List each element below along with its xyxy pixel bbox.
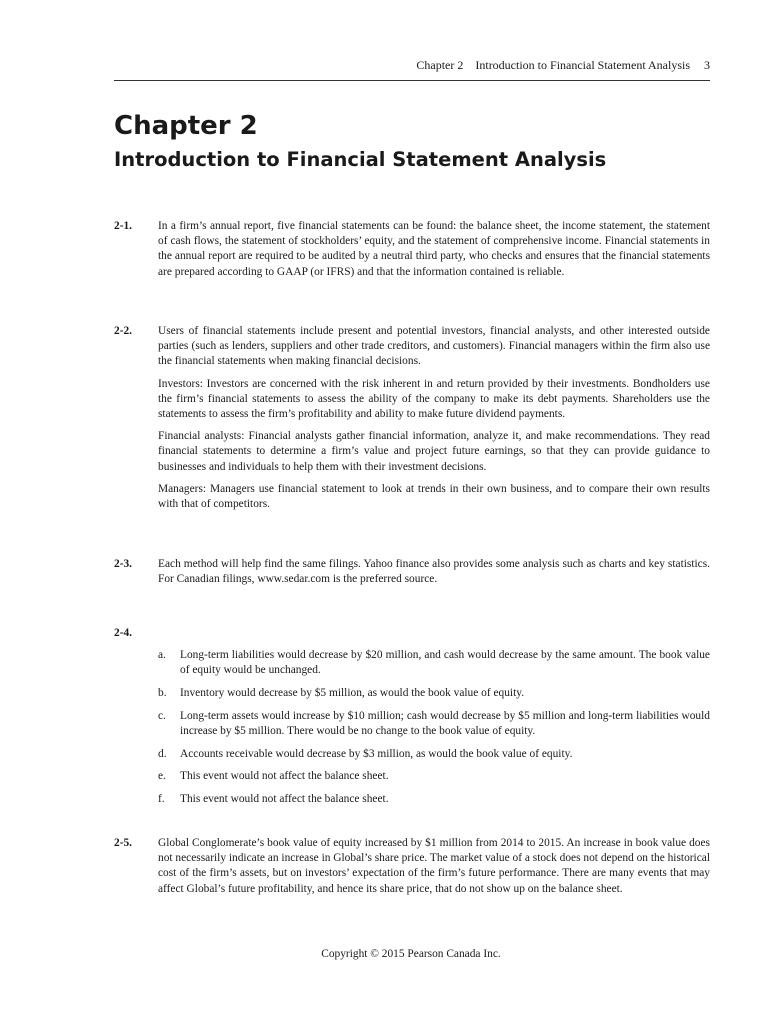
item-text: This event would not affect the balance sheet. bbox=[180, 793, 389, 805]
paragraph: Financial analysts: Financial analysts gather financial information, analyze it, and make recommendations. They read financial statements to determine a firm’s value and project future earnings, so that they can provide guidance to businesses and individuals to help them with their investment decisions. bbox=[158, 430, 710, 473]
header-section: Introduction to Financial Statement Analysis bbox=[475, 58, 690, 72]
item-text: This event would not affect the balance sheet. bbox=[180, 770, 389, 782]
question-number: 2-3. bbox=[114, 558, 133, 570]
question-body bbox=[158, 836, 710, 897]
paragraph: In a firm’s annual report, five financial statements can be found: the balance sheet, the income statement, the statement of cash flows, the statement of stockholders’ equity, and the statement of comprehensive income. Financial statements in the annual report are required to be audited by a neutral third party, who checks and ensures that the financial statements are prepared according to GAAP (or IFRS) and that the information contained is reliable. bbox=[158, 220, 710, 278]
item-letter: d. bbox=[158, 748, 167, 760]
question-number: 2-2. bbox=[114, 325, 133, 337]
list-item bbox=[158, 769, 710, 784]
copyright-footer: Copyright © 2015 Pearson Canada Inc. bbox=[321, 948, 501, 960]
question-number: 2-4. bbox=[114, 627, 133, 639]
paragraph: Investors: Investors are concerned with the risk inherent in and return provided by their investments. Bondholders use the firm’s financial statements to assess the ability of the company to make its debt payments. Shareholders use the statements to assess the firm’s profitability and ability to make future dividend payments. bbox=[158, 377, 710, 421]
paragraph: Global Conglomerate’s book value of equity increased by $1 million from 2014 to 2015. An increase in book value does not necessarily indicate an increase in Global’s share price. The market value of a stock does not depend on the historical cost of the firm’s assets, but on investors’ expectation of the firm’s future performance. There are many events that may affect Global’s future profitability, and hence its share price, that do not show up on the balance sheet. bbox=[158, 837, 710, 895]
question-body bbox=[158, 324, 710, 512]
paragraph: Managers: Managers use financial statement to look at trends in their own business, and to compare their own results with that of competitors. bbox=[158, 482, 710, 511]
question-2-2 bbox=[114, 324, 710, 519]
chapter-subtitle: Introduction to Financial Statement Analysis bbox=[114, 148, 607, 171]
item-letter: c. bbox=[158, 710, 166, 722]
list-item bbox=[158, 747, 710, 762]
list-item bbox=[158, 792, 710, 807]
question-2-3 bbox=[114, 557, 710, 594]
list-item bbox=[158, 709, 710, 739]
paragraph: Each method will help find the same filings. Yahoo finance also provides some analysis such as charts and key statistics. For Canadian filings, www.sedar.com is the preferred source. bbox=[158, 558, 710, 586]
running-header bbox=[114, 58, 710, 81]
item-text: Long-term assets would increase by $10 million; cash would decrease by $5 million and long-term liabilities would increase by $5 million. There would be no change to the book value of equity. bbox=[180, 710, 710, 738]
paragraph: Users of financial statements include present and potential investors, financial analysts, and other interested outside parties (such as lenders, suppliers and other trade creditors, and customers). Financial managers within the firm also use the financial statements when making financial decisions. bbox=[158, 325, 710, 368]
question-body bbox=[158, 219, 710, 280]
item-letter: a. bbox=[158, 649, 166, 661]
item-letter: e. bbox=[158, 770, 166, 782]
page-number: 3 bbox=[704, 58, 710, 72]
chapter-title: Chapter 2 bbox=[114, 111, 258, 141]
question-number: 2-1. bbox=[114, 220, 133, 232]
item-text: Inventory would decrease by $5 million, as would the book value of equity. bbox=[180, 687, 525, 699]
item-text: Long-term liabilities would decrease by $20 million, and cash would decrease by the same amount. The book value of equity would be unchanged. bbox=[180, 649, 710, 677]
header-chapter: Chapter 2 bbox=[416, 58, 464, 72]
question-2-1 bbox=[114, 219, 710, 287]
question-body bbox=[158, 557, 710, 587]
question-2-5 bbox=[114, 836, 710, 904]
item-text: Accounts receivable would decrease by $3 million, as would the book value of equity. bbox=[180, 748, 573, 760]
item-letter: f. bbox=[158, 793, 165, 805]
item-letter: b. bbox=[158, 687, 167, 699]
list-item bbox=[158, 648, 710, 678]
list-item bbox=[158, 686, 710, 701]
question-number: 2-5. bbox=[114, 837, 133, 849]
